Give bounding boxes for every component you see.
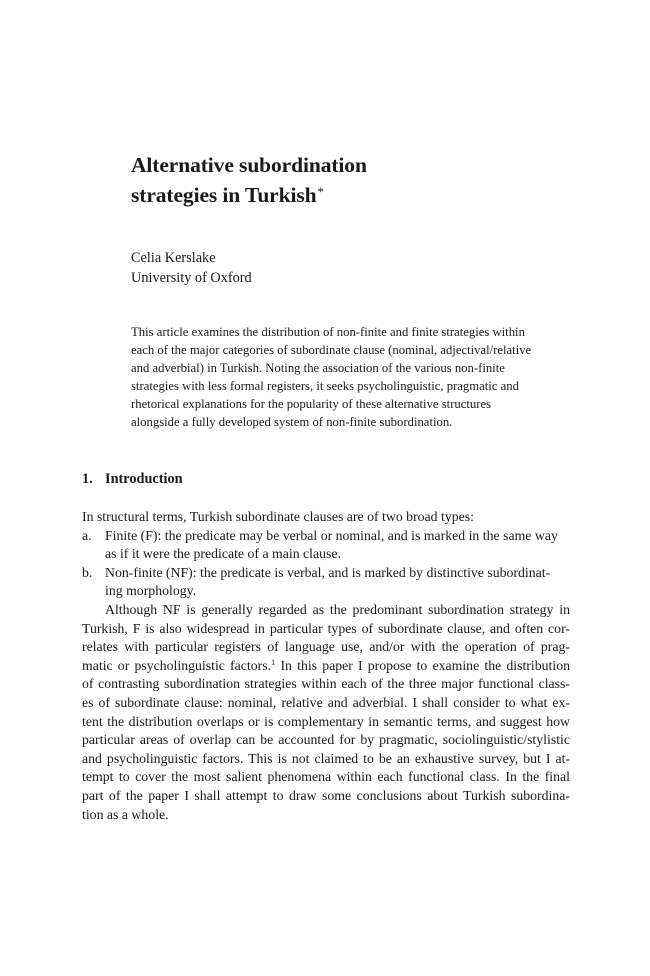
list-item-line: Finite (F): the predicate may be verbal or nominal, and is marked in the same way	[105, 527, 558, 543]
list-marker: a.	[82, 527, 92, 543]
article-title	[131, 150, 571, 210]
section-title: Introduction	[105, 471, 183, 487]
paragraph-line: and psycholinguistic factors. This is not claimed to be an exhaustive survey, but I at-	[82, 750, 570, 766]
title-footnote-marker: *	[317, 184, 324, 199]
author-affiliation: University of Oxford	[131, 270, 252, 286]
paragraph-line: relates with particular registers of language use, and/or with the operation of prag-	[82, 639, 570, 655]
body-intro-line: In structural terms, Turkish subordinate clauses are of two broad types:	[82, 509, 474, 524]
list-item-line: Non-finite (NF): the predicate is verbal, and is marked by distinctive subordinat-	[105, 564, 551, 580]
author-block	[131, 248, 252, 288]
abstract-line: and adverbial) in Turkish. Noting the association of the various non-finite	[131, 360, 505, 375]
body-paragraph	[82, 601, 570, 824]
author-name: Celia Kerslake	[131, 250, 216, 266]
paragraph-line: part of the paper I shall attempt to draw some conclusions about Turkish subordina-	[82, 787, 570, 803]
paragraph-line: tent the distribution overlaps or is complementary in semantic terms, and suggest how	[82, 713, 570, 729]
abstract	[131, 324, 571, 431]
title-line-1: Alternative subordination	[131, 153, 367, 177]
paragraph-line-part: In this paper I propose to examine the distribution	[275, 657, 570, 673]
paragraph-line: Turkish, F is also widespread in particular types of subordinate clause, and often cor-	[82, 620, 570, 636]
abstract-line: strategies with less formal registers, it seeks psycholinguistic, pragmatic and	[131, 378, 519, 393]
list-item-line: as if it were the predicate of a main clause.	[105, 546, 341, 562]
paragraph-line: tion as a whole.	[82, 806, 169, 822]
paragraph-line: es of subordinate clause: nominal, relative and adverbial. I shall consider to what ex-	[82, 694, 570, 710]
section-heading	[82, 470, 183, 488]
list-marker: b.	[82, 564, 93, 580]
paragraph-line: Although NF is generally regarded as the predominant subordination strategy in	[105, 601, 570, 617]
paragraph-line: of contrasting subordination strategies within each of the three major functional class-	[82, 676, 570, 692]
paragraph-line: tempt to cover the most salient phenomena within each functional class. In the final	[82, 769, 570, 785]
paragraph-line	[82, 657, 570, 676]
list-item	[82, 564, 570, 601]
title-line-2	[131, 180, 571, 210]
abstract-line: alongside a fully developed system of non-finite subordination.	[131, 414, 453, 429]
paragraph-line: particular areas of overlap can be accounted for by pragmatic, sociolinguistic/stylistic	[82, 732, 570, 748]
footnote-reference: 1	[271, 656, 276, 667]
abstract-line: rhetorical explanations for the popularity of these alternative structures	[131, 396, 492, 411]
section-number: 1.	[82, 471, 93, 487]
paragraph-line-part: matic or psycholinguistic factors.	[82, 657, 272, 673]
abstract-line: each of the major categories of subordinate clause (nominal, adjectival/relative	[131, 342, 532, 357]
title-line-2-text: strategies in Turkish	[131, 183, 317, 207]
abstract-line: This article examines the distribution of non-finite and finite strategies within	[131, 325, 525, 339]
list-item-line: ing morphology.	[105, 583, 197, 599]
body-text	[82, 508, 570, 824]
list-item	[82, 527, 570, 564]
